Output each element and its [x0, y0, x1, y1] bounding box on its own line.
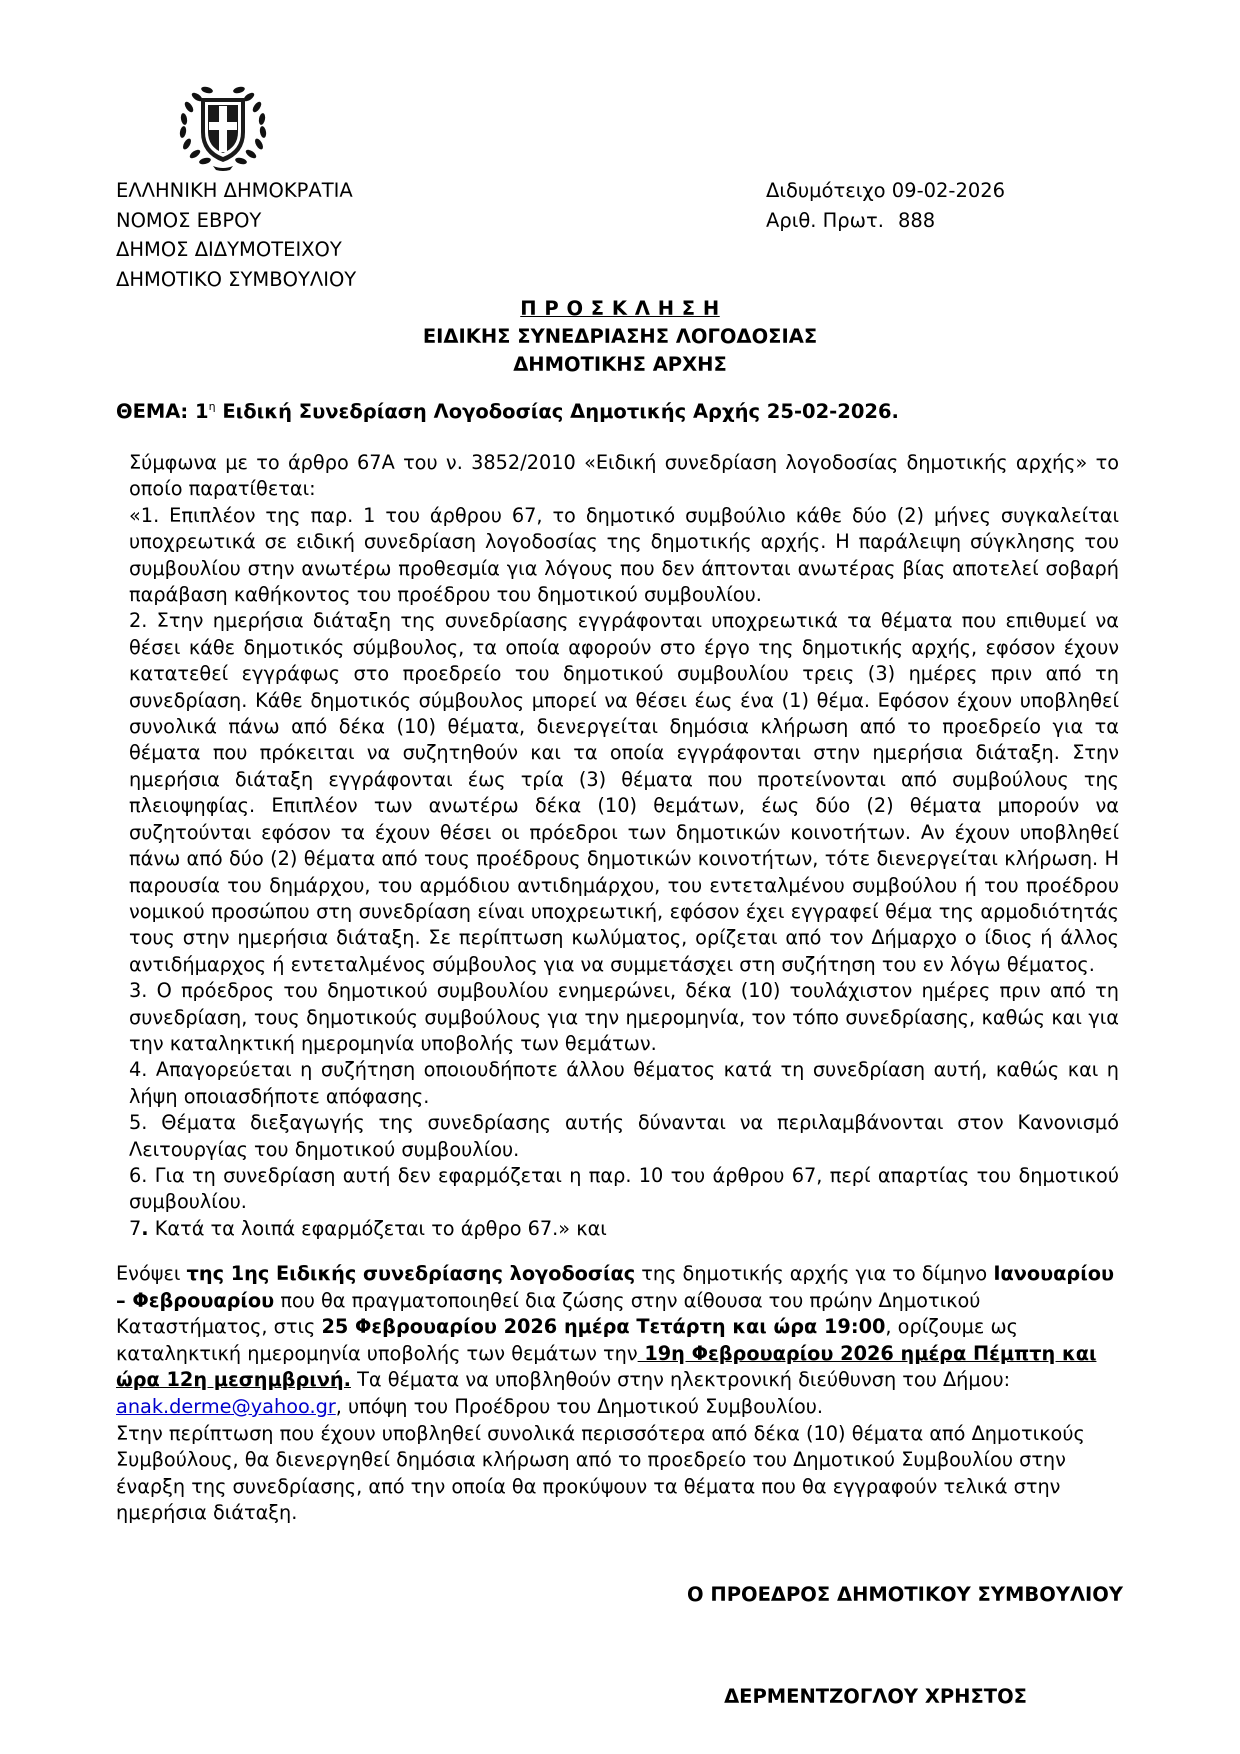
place-date: Διδυμότειχο 09-02-2026 — [766, 179, 1006, 202]
p7-text: Κατά τα λοιπά εφαρμόζεται το άρθρο 67.» και — [148, 1216, 607, 1240]
document-subtitle-2: ΔΗΜΟΤΙΚΗΣ ΑΡΧΗΣ — [513, 353, 727, 376]
issuer-line: ΝΟΜΟΣ ΕΒΡΟΥ — [116, 208, 262, 232]
article-paragraph-6: 6. Για τη συνεδρίαση αυτή δεν εφαρμόζεται η παρ. 10 του άρθρου 67, περί απαρτίας του δημοτικού συμβουλίου. — [129, 1163, 1119, 1214]
p7-number: 7 — [129, 1216, 142, 1240]
subject-prefix: ΘΕΜΑ: 1 — [116, 400, 209, 423]
protocol-number: 888 — [897, 208, 936, 232]
signatory-title: Ο ΠΡΟΕΔΡΟΣ ΔΗΜΟΤΙΚΟΥ ΣΥΜΒΟΥΛΙΟΥ — [687, 1583, 1123, 1606]
article-paragraph-3: 3. Ο πρόεδρος του δημοτικού συμβουλίου ενημερώνει, δέκα (10) τουλάχιστον ημέρες πριν από τη συνεδρίαση, τους δημοτικούς συμβούλους για την ημερομηνία, τον τόπο συνεδρίασης, καθώς και για την καταληκτική ημερομηνία υποβολής των θεμάτων. — [129, 979, 1119, 1055]
issuer-line: ΔΗΜΟΤΙΚΟ ΣΥΜΒΟΥΛΙΟΥ — [116, 267, 357, 291]
draw-paragraph: Στην περίπτωση που έχουν υποβληθεί συνολικά περισσότερα από δέκα (10) θέματα από Δημοτικούς Συμβούλους, θα διενεργηθεί δημόσια κλήρωση από το προεδρείο του Δημοτικού Συμβουλίου στην έναρξη της συνεδρίασης, από την οποία θα προκύψουν τα θέματα που θα εγγραφούν τελικά στην ημερήσια διάταξη. — [116, 1421, 1085, 1525]
date-protocol-block — [766, 176, 1005, 235]
article-paragraph-5: 5. Θέματα διεξαγωγής της συνεδρίασης αυτής δύνανται να περιλαμβάνονται στον Κανονισμό Λειτουργίας του δημοτικού συμβουλίου. — [129, 1111, 1119, 1161]
document-title: Π Ρ Ο Σ Κ Λ Η Σ Η — [520, 297, 720, 320]
article-paragraph-7 — [129, 1216, 1119, 1242]
invitation-paragraph: Ενόψει της 1ης Ειδικής συνεδρίασης λογοδοσίας της δημοτικής αρχής για το δίμηνο Ιανουαρίου – Φεβρουαρίου που θα πραγματοποιηθεί δια ζώσης στην αίθουσα του πρώην Δημοτικού Καταστήματος, στις 25 Φεβρουαρίου 2026 ημέρα Τετάρτη και ώρα 19:00, ορίζουμε ως καταληκτική ημερομηνία υποβολής των θεμάτων την 19η Φεβρουαρίου 2026 ημέρα Πέμπτη και ώρα 12η μεσημβρινή. Τα θέματα να υποβληθούν στην ηλεκτρονική διεύθυνση του Δήμου: anak.derme@yahoo.gr, υπόψη του Προέδρου του Δημοτικού Συμβουλίου. — [116, 1262, 1115, 1418]
subject-line — [116, 400, 899, 423]
issuer-line: ΔΗΜΟΣ ΔΙΔΥΜΟΤΕΙΧΟΥ — [116, 238, 342, 261]
issuer-block — [116, 176, 356, 294]
session-name: της 1ης Ειδικής συνεδρίασης λογοδοσίας — [186, 1262, 636, 1285]
email-link[interactable]: anak.derme@yahoo.gr — [116, 1394, 336, 1418]
issuer-line: ΕΛΛΗΝΙΚΗ ΔΗΜΟΚΡΑΤΙΑ — [116, 179, 353, 202]
subject-ordinal: η — [208, 400, 216, 413]
deadline-datetime: 19η Φεβρουαρίου 2026 ημέρα Πέμπτη και ώρα 12η μεσημβρινή. — [116, 1341, 1097, 1392]
article-quote — [129, 450, 1119, 1242]
protocol-line — [766, 206, 1005, 236]
p7-dot: . — [141, 1216, 149, 1240]
signatory-name: ΔΕΡΜΕΝΤΖΟΓΛΟΥ ΧΡΗΣΤΟΣ — [724, 1685, 1027, 1708]
greek-coat-of-arms-icon — [173, 84, 273, 172]
article-paragraph-4: 4. Απαγορεύεται η συζήτηση οποιουδήποτε άλλου θέματος κατά τη συνεδρίαση αυτή, καθώς και η λήψη οποιασδήποτε απόφασης. — [129, 1058, 1119, 1108]
article-intro: Σύμφωνα με το άρθρο 67Α του ν. 3852/2010 «Ειδική συνεδρίαση λογοδοσίας δημοτικής αρχής» το οποίο παρατίθεται: — [129, 451, 1119, 501]
invitation-text — [116, 1261, 1119, 1527]
article-paragraph-2: 2. Στην ημερήσια διάταξη της συνεδρίασης εγγράφονται υποχρεωτικά τα θέματα που επιθυμεί να θέσει κάθε δημοτικός σύμβουλος, τα οποία αφορούν στο έργο της δημοτικής αρχής, εφόσον έχουν κατατεθεί εγγράφως στο προεδρείο του δημοτικού συμβουλίου τρεις (3) ημέρες πριν από τη συνεδρίαση. Κάθε δημοτικός σύμβουλος μπορεί να θέσει έως ένα (1) θέμα. Εφόσον έχουν υποβληθεί συνολικά πάνω από δέκα (10) θέματα, διενεργείται δημόσια κλήρωση από το προεδρείο για τα θέματα που πρόκειται να συζητηθούν και τα οποία εγγράφονται στην ημερήσια διάταξη. Στην ημερήσια διάταξη εγγράφονται έως τρία (3) θέματα που προτείνονται από συμβούλους της πλειοψηφίας. Επιπλέον των ανωτέρω δέκα (10) θεμάτων, έως δύο (2) θέματα μπορούν να συζητούνται εφόσον τα έχουν θέσει οι πρόεδροι των δημοτικών κοινοτήτων. Αν έχουν υποβληθεί πάνω από δύο (2) θέματα από τους προέδρους δημοτικών κοινοτήτων, τότε διενεργείται κλήρωση. Η παρουσία του δημάρχου, του αρμόδιου αντιδημάρχου, του εντεταλμένου συμβούλου ή του προέδρου νομικού προσώπου στη συνεδρίαση είναι υποχρεωτική, εφόσον έχει εγγραφεί θέμα της αρμοδιότητάς τους στην ημερήσια διάταξη. Σε περίπτωση κωλύματος, ορίζεται από τον Δήμαρχο ο ίδιος ή άλλος αντιδήμαρχος ή εντεταλμένος σύμβουλος για να συμμετάσχει στη συζήτηση του εν λόγω θέματος. — [129, 609, 1119, 976]
article-paragraph-1: «1. Επιπλέον της παρ. 1 του άρθρου 67, το δημοτικό συμβούλιο κάθε δύο (2) μήνες συγκαλείται υποχρεωτικά σε ειδική συνεδρίαση λογοδοσίας της δημοτικής αρχής. Η παράλειψη σύγκλησης του συμβουλίου στην ανωτέρω προθεσμία για λόγους που δεν άπτονται ανωτέρας βίας αποτελεί σοβαρή παράβαση καθήκοντος του προέδρου του δημοτικού συμβουλίου. — [129, 503, 1119, 607]
document-subtitle-1: ΕΙΔΙΚΗΣ ΣΥΝΕΔΡΙΑΣΗΣ ΛΟΓΟΔΟΣΙΑΣ — [422, 325, 818, 348]
protocol-label: Αριθ. Πρωτ. — [766, 208, 884, 232]
period: Ιανουαρίου – Φεβρουαρίου — [116, 1262, 1115, 1312]
subject-text: Ειδική Συνεδρίαση Λογοδοσίας Δημοτικής Αρχής 25-02-2026. — [215, 400, 899, 423]
session-datetime: 25 Φεβρουαρίου 2026 ημέρα Τετάρτη και ώρα 19:00 — [321, 1315, 886, 1339]
